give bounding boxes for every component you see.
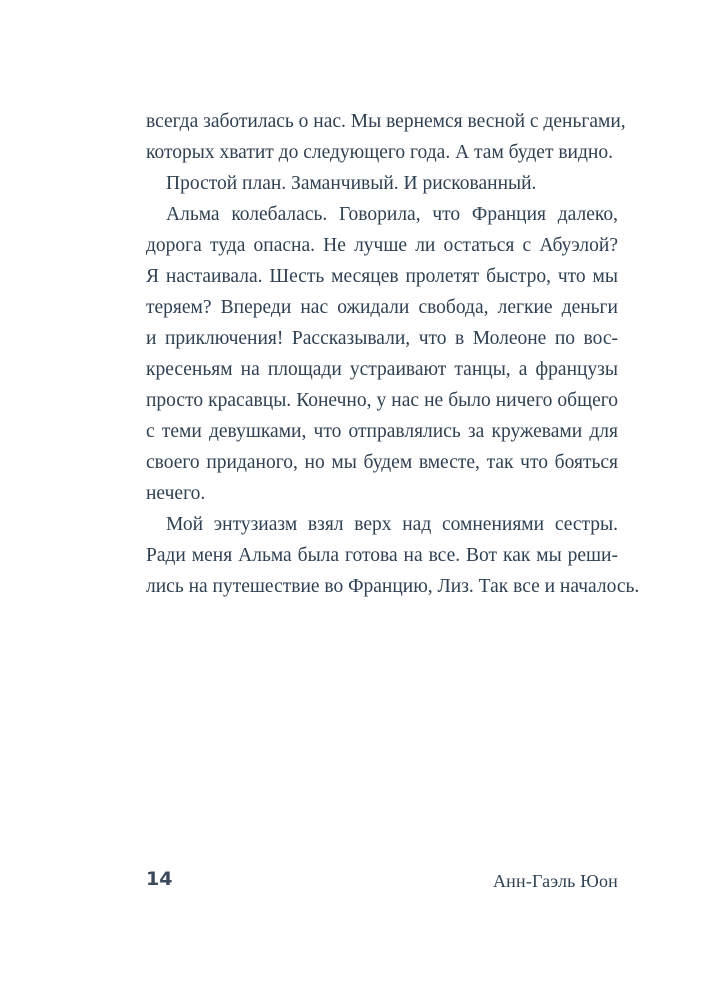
text-line: кресеньям на площади устраивают танцы, а французы (146, 359, 618, 380)
text-line: Простой план. Заманчивый. И рискованный. (166, 173, 537, 194)
text-line: и приключения! Рассказывали, что в Молеоне по вос- (146, 328, 618, 349)
text-line: Альма колебалась. Говорила, что Франция далеко, (166, 204, 618, 225)
text-line: своего приданого, но мы будем вместе, так что бояться (146, 452, 618, 473)
text-line: нечего. (146, 483, 206, 504)
text-line: Мой энтузиазм взял верх над сомнениями сестры. (166, 514, 618, 535)
text-line: дорога туда опасна. Не лучше ли остаться с Абуэлой? (146, 235, 618, 256)
text-line: Я настаивала. Шесть месяцев пролетят быстро, что мы (146, 266, 618, 287)
text-line: лись на путешествие во Францию, Лиз. Так все и началось. (146, 576, 640, 597)
text-line: которых хватит до следующего года. А там будет видно. (146, 142, 613, 163)
text-line: Ради меня Альма была готова на все. Вот как мы реши- (146, 545, 618, 566)
running-footer-author: Анн-Гаэль Юон (492, 871, 618, 891)
body-text (146, 106, 640, 602)
page-number: 14 (146, 868, 173, 890)
text-line: всегда заботилась о нас. Мы вернемся весной с деньгами, (146, 111, 626, 132)
text-line: с теми девушками, что отправлялись за кружевами для (146, 421, 618, 442)
text-line: теряем? Впереди нас ожидали свобода, легкие деньги (146, 297, 618, 318)
text-line: просто красавцы. Конечно, у нас не было ничего общего (146, 390, 618, 411)
